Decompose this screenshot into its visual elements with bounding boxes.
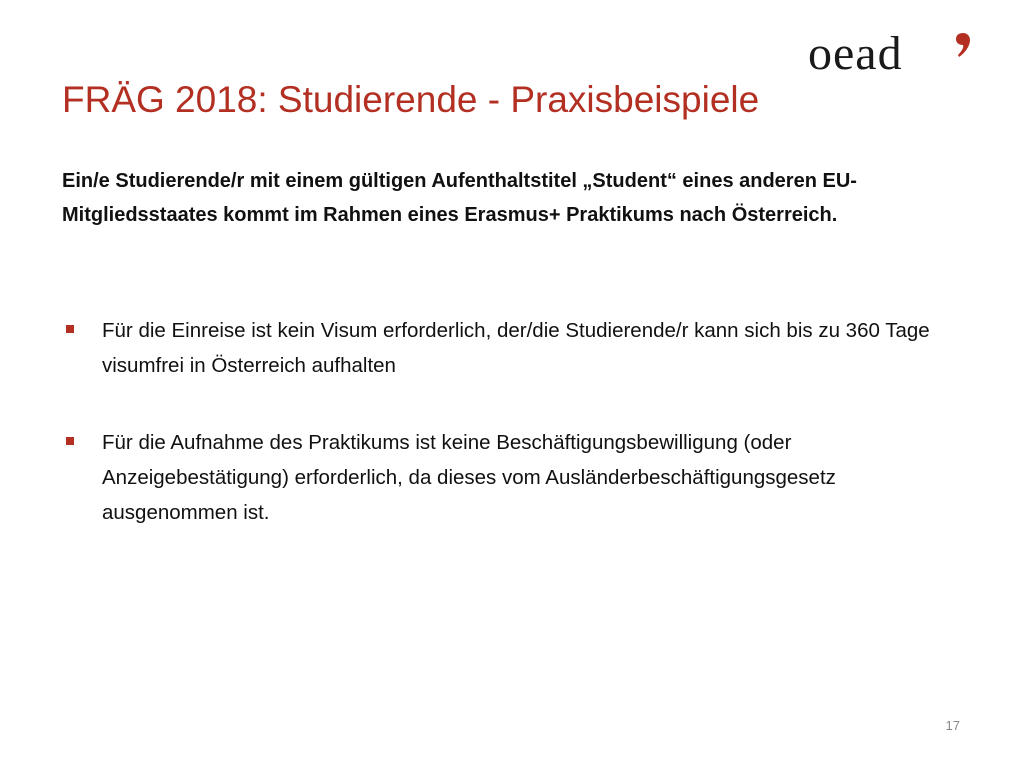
bullet-item (62, 425, 942, 530)
logo-wordmark: oead (808, 27, 903, 80)
intro-paragraph: Ein/e Studierende/r mit einem gültigen Aufenthaltstitel „Student“ eines anderen EU-Mitgliedsstaates kommt im Rahmen eines Erasmus+ Praktikums nach Österreich. (62, 170, 857, 226)
oead-logo (808, 27, 978, 80)
bullet-list (62, 313, 942, 572)
square-bullet-icon (66, 325, 74, 333)
page-number: 17 (945, 718, 960, 733)
logo-accent-mark-icon (956, 33, 970, 57)
bullet-text: Für die Aufnahme des Praktikums ist keine Beschäftigungsbewilligung (oder Anzeigebestätigung) erforderlich, da dieses vom Ausländerbeschäftigungsgesetz ausgenommen ist. (102, 431, 836, 524)
bullet-item (62, 313, 942, 383)
square-bullet-icon (66, 437, 74, 445)
bullet-text: Für die Einreise ist kein Visum erforderlich, der/die Studierende/r kann sich bis zu 360 Tage visumfrei in Österreich aufhalten (102, 319, 930, 377)
slide-title: FRÄG 2018: Studierende - Praxisbeispiele (62, 79, 760, 120)
